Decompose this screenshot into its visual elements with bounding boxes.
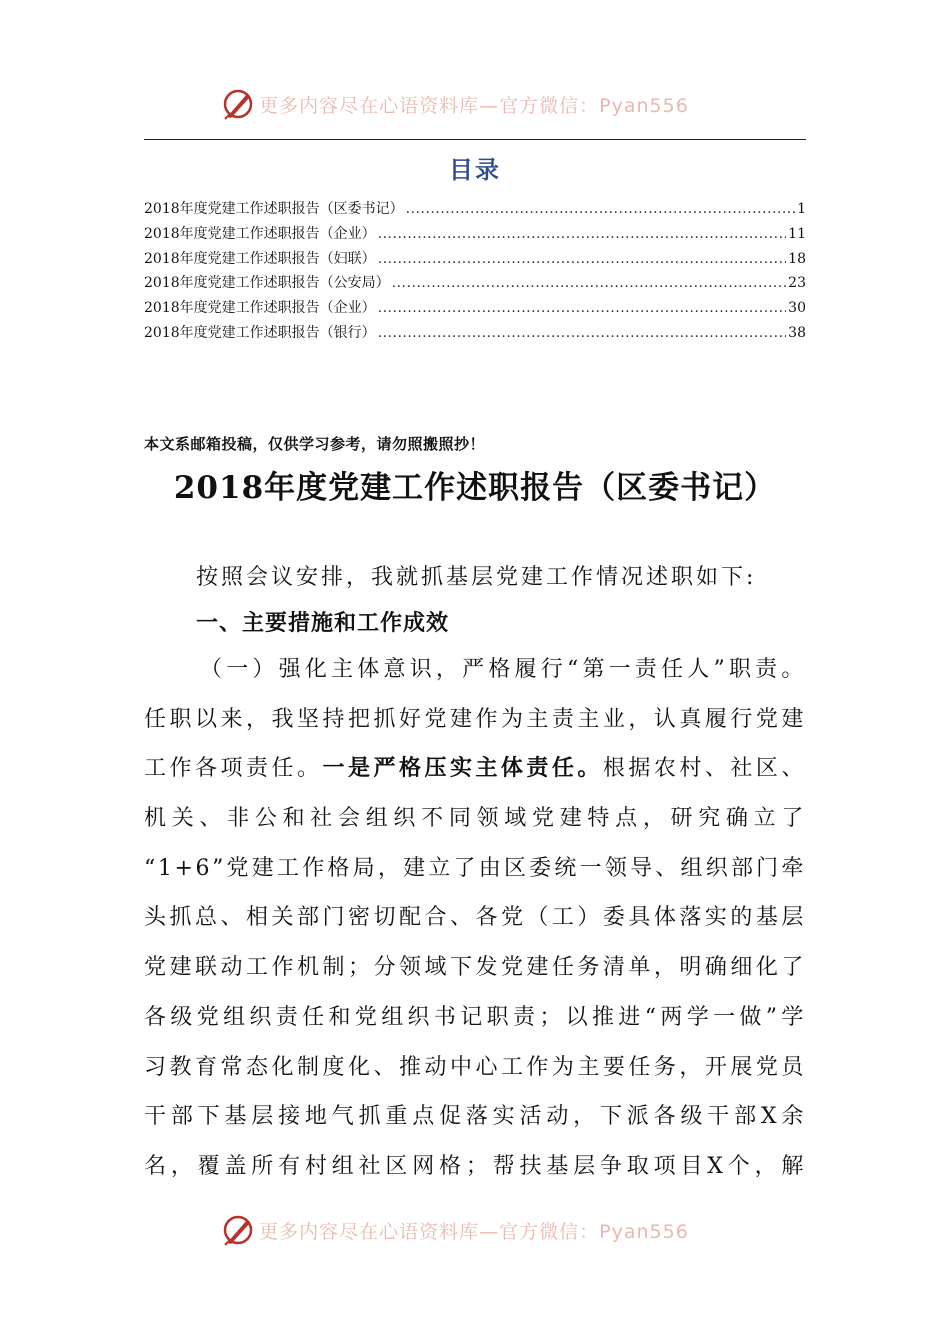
paragraph-line: 任职以来，我坚持把抓好党建作为主责主业，认真履行党建	[144, 706, 806, 732]
banner-text: 更多内容尽在心语资料库—官方微信：Pyan556	[259, 94, 689, 117]
text-run: 根据农村、社区、	[602, 756, 806, 782]
toc-entry[interactable]	[144, 197, 806, 222]
toc-entry[interactable]	[144, 321, 806, 346]
header-banner	[0, 84, 950, 124]
toc-entry-page: 30	[788, 300, 806, 317]
toc-leader-dots	[378, 296, 787, 321]
toc-entry-label: 2018年度党建工作述职报告（区委书记）	[144, 201, 404, 217]
quill-logo-icon	[221, 87, 255, 121]
toc-entry-label: 2018年度党建工作述职报告（企业）	[144, 225, 376, 242]
footer-banner	[0, 1210, 950, 1250]
toc-entry-page: 38	[788, 324, 806, 341]
emphasis-text: 一是严格压实主体责任。	[322, 756, 603, 782]
toc-entry-page: 11	[788, 225, 806, 242]
table-of-contents	[144, 197, 806, 346]
banner-text: 更多内容尽在心语资料库—官方微信：Pyan556	[259, 1220, 689, 1243]
paragraph-line: 习教育常态化制度化、推动中心工作为主要任务，开展党员	[144, 1054, 806, 1080]
section-heading: 一、主要措施和工作成效	[196, 611, 450, 636]
paragraph-line: 各级党组织责任和党组织书记职责；以推进“两学一做”学	[144, 1004, 806, 1030]
quill-logo-icon	[221, 1213, 255, 1247]
paragraph-line	[144, 744, 806, 794]
toc-entry-page: 1	[797, 201, 806, 217]
paragraph-line: 党建联动工作机制；分领域下发党建任务清单，明确细化了	[144, 955, 806, 981]
toc-leader-dots	[378, 321, 787, 346]
document-title: 2018年度党建工作述职报告（区委书记）	[173, 470, 777, 506]
toc-entry[interactable]	[144, 247, 806, 272]
paragraph-line: （一）强化主体意识，严格履行“第一责任人”职责。	[200, 657, 806, 682]
toc-entry[interactable]	[144, 296, 806, 321]
intro-paragraph: 按照会议安排，我就抓基层党建工作情况述职如下:	[196, 565, 757, 590]
toc-entry-label: 2018年度党建工作述职报告（银行）	[144, 324, 376, 341]
toc-entry-label: 2018年度党建工作述职报告（企业）	[144, 300, 376, 317]
toc-entry-label: 2018年度党建工作述职报告（妇联）	[144, 250, 376, 267]
text-run: 工作各项责任。	[144, 756, 323, 782]
toc-entry[interactable]	[144, 271, 806, 296]
toc-leader-dots	[392, 271, 787, 296]
paragraph-line: 头抓总、相关部门密切配合、各党（工）委具体落实的基层	[144, 905, 806, 931]
header-divider	[144, 139, 806, 140]
toc-leader-dots	[406, 197, 795, 222]
toc-title: 目录	[449, 156, 501, 184]
toc-entry-page: 18	[788, 250, 806, 267]
paragraph-line: 名，覆盖所有村组社区网格；帮扶基层争取项目X个，解	[144, 1153, 806, 1179]
toc-entry-label: 2018年度党建工作述职报告（公安局）	[144, 275, 390, 292]
toc-entry[interactable]	[144, 222, 806, 247]
paragraph-line: 干部下基层接地气抓重点促落实活动，下派各级干部X余	[144, 1104, 806, 1130]
toc-leader-dots	[378, 222, 787, 247]
submission-note: 本文系邮箱投稿，仅供学习参考，请勿照搬照抄！	[144, 435, 486, 453]
toc-leader-dots	[378, 247, 787, 272]
body-paragraph	[144, 645, 806, 1192]
paragraph-line: 机关、非公和社会组织不同领域党建特点，研究确立了	[144, 806, 806, 832]
paragraph-line: “1+6”党建工作格局，建立了由区委统一领导、组织部门牵	[144, 855, 806, 881]
toc-entry-page: 23	[788, 275, 806, 292]
